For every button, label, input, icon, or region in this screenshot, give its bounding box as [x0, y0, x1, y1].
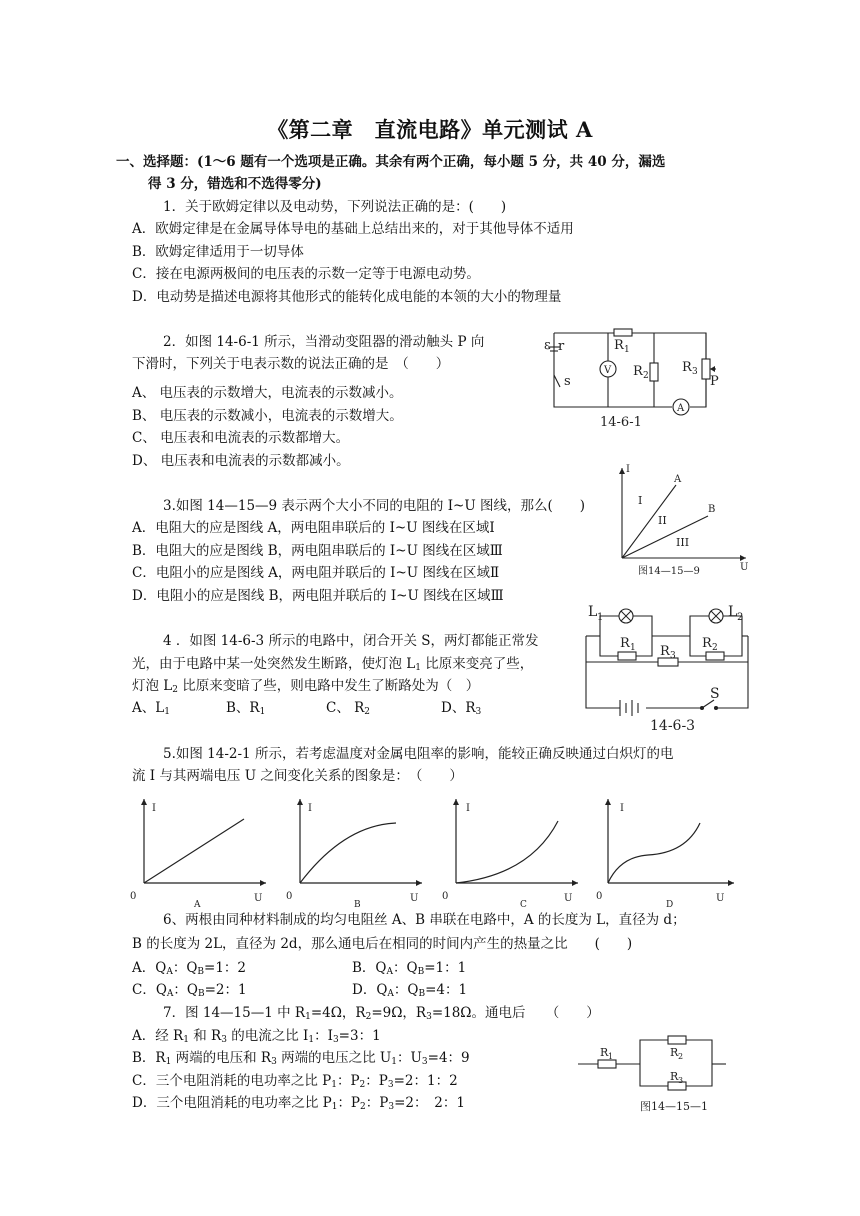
q1-option-a: A．欧姆定律是在金属导体导电的基础上总结出来的，对于其他导体不适用 — [132, 221, 574, 237]
switch-label: s — [564, 374, 571, 389]
iu-graph-14-15-9 — [616, 460, 751, 578]
circuit-figure-14-6-1 — [538, 325, 718, 430]
figure-caption-14-6-1: 14-6-1 — [600, 415, 642, 430]
r2-label: R — [702, 636, 712, 651]
figure-caption-14-6-3: 14-6-3 — [650, 718, 696, 734]
figure-caption-14-15-1: 图14—15—1 — [640, 1100, 708, 1113]
graph-c-i-axis: I — [466, 803, 470, 814]
q3-option-b: B．电阻大的应是图线 B，两电阻串联后的 I~U 图线在区域Ⅲ — [132, 543, 503, 559]
graph-a-u-axis: U — [254, 893, 263, 904]
page-title: 《第二章 直流电路》单元测试 A — [267, 117, 593, 142]
q7-option-c: C．三个电阻消耗的电功率之比 $P_1$：$P_2$：$P_3=2$：1：2 — [132, 1073, 458, 1090]
r3-label: R — [670, 1070, 679, 1083]
q3-option-d: D．电阻小的应是图线 B，两电阻并联后的 I~U 图线在区域Ⅲ — [132, 588, 504, 604]
graph-b-origin: 0 — [286, 891, 293, 902]
region-3-label: III — [676, 536, 690, 549]
r2-sub: 2 — [712, 643, 718, 653]
q6-stem-line1: 6、两根由同种材料制成的均匀电阻丝 A、B 串联在电路中，A 的长度为 L，直径为 d； — [163, 912, 686, 928]
r3-label: R — [660, 644, 670, 659]
graph-a-letter: A — [194, 900, 201, 910]
graph-b-i-axis: I — [308, 803, 312, 814]
graph-a-i-axis: I — [152, 803, 156, 814]
r2-label: R — [633, 364, 643, 379]
r1-sub: 1 — [624, 345, 630, 355]
section-heading-line2: 得 3 分，错选和不选得零分) — [148, 176, 322, 192]
iu-graph-b — [284, 795, 434, 910]
r1-sub: 1 — [630, 643, 636, 653]
q2-stem-line2: 下滑时，下列关于电表示数的说法正确的是 （ ） — [132, 356, 450, 372]
q7-stem: 7．图 14—15—1 中 $R_1=4\Omega$，$R_2=9\Omega$，$R_3=18\Omega$。通电后 （ ） — [163, 1005, 600, 1022]
section-heading-line1: 一、选择题：(1～6 题有一个选项是正确。其余有两个正确，每小题 5 分，共 40 分，漏选 — [116, 154, 666, 170]
voltmeter-icon: V — [604, 365, 612, 376]
q6-stem-line2: B 的长度为 2L，直径为 2d，那么通电后在相同的时间内产生的热量之比 ( ) — [132, 936, 633, 952]
r1-label: R — [614, 338, 624, 353]
q6-option-d: D．$Q_A$：$Q_B=4$：1 — [352, 982, 468, 999]
graph-d-u-axis: U — [716, 893, 725, 904]
l2-sub: 2 — [737, 612, 744, 623]
iu-graph-c — [440, 795, 590, 910]
r1-label: R — [600, 1046, 609, 1059]
graph-b-letter: B — [354, 900, 361, 910]
q6-option-c: C．$Q_A$：$Q_B=2$：1 — [132, 982, 247, 999]
q2-option-b: B、 电压表的示数减小，电流表的示数增大。 — [132, 408, 403, 424]
l1-label: L — [588, 604, 598, 620]
q1-option-b: B．欧姆定律适用于一切导体 — [132, 244, 304, 260]
q4-stem-line3: 灯泡 $L_2$ 比原来变暗了些，则电路中发生了断路处为（ ） — [132, 678, 480, 695]
graph-c-u-axis: U — [564, 893, 573, 904]
r2-sub: 2 — [678, 1052, 684, 1061]
q4-option-b: B、$R_1$ — [226, 700, 266, 717]
axis-i-label: I — [626, 464, 630, 475]
graph-d-i-axis: I — [620, 803, 624, 814]
r3-sub: 3 — [692, 367, 698, 377]
iu-graph-a — [128, 795, 278, 910]
graph-c-origin: 0 — [442, 891, 449, 902]
circuit-figure-14-15-1 — [576, 1030, 736, 1114]
ammeter-icon: A — [677, 403, 685, 414]
graph-c-letter: C — [520, 900, 527, 910]
q5-stem-line2: 流 I 与其两端电压 U 之间变化关系的图象是： （ ） — [132, 768, 463, 784]
q6-option-b: B．$Q_A$：$Q_B=1$：1 — [352, 960, 467, 977]
q3-option-c: C．电阻小的应是图线 A，两电阻并联后的 I~U 图线在区域Ⅱ — [132, 565, 500, 581]
q2-stem-line1: 2．如图 14-6-1 所示，当滑动变阻器的滑动触头 P 向 — [163, 334, 485, 350]
r1-label: R — [620, 636, 630, 651]
q4-stem-line1: 4 ．如图 14-6-3 所示的电路中，闭合开关 S，两灯都能正常发 — [163, 633, 539, 649]
circuit-figure-14-6-3 — [580, 600, 755, 740]
line-b-label: B — [708, 504, 716, 515]
graph-a-origin: 0 — [130, 891, 137, 902]
q7-option-d: D．三个电阻消耗的电功率之比 $P_1$：$P_2$：$P_3=2$： 2：1 — [132, 1095, 465, 1112]
r3-sub: 3 — [678, 1076, 684, 1085]
r-label: r — [558, 339, 565, 354]
slider-p-label: P — [710, 374, 719, 389]
q4-option-c: C、 $R_2$ — [326, 700, 371, 717]
q1-option-c: C．接在电源两极间的电压表的示数一定等于电源电动势。 — [132, 266, 480, 282]
q1-stem: 1．关于欧姆定律以及电动势，下列说法正确的是：( ) — [163, 199, 507, 215]
switch-s-label: S — [710, 686, 720, 702]
r1-sub: 1 — [608, 1052, 614, 1061]
q3-stem: 3.如图 14—15—9 表示两个大小不同的电阻的 I~U 图线，那么( ) — [163, 498, 586, 514]
line-a-label: A — [674, 474, 682, 485]
q5-stem-line1: 5.如图 14-2-1 所示，若考虑温度对金属电阻率的影响，能较正确反映通过白炽灯的电 — [163, 746, 674, 762]
q4-option-a: A、$L_1$ — [132, 700, 170, 717]
q7-option-a: A．经 $R_1$ 和 $R_3$ 的电流之比 $I_1$：$I_3=3$：1 — [132, 1028, 381, 1045]
graph-d-letter: D — [666, 900, 674, 910]
figure-caption-14-15-9: 图14—15—9 — [638, 566, 700, 577]
q7-option-b: B．$R_1$ 两端的电压和 $R_3$ 两端的电压之比 $U_1$：$U_3=4$：9 — [132, 1050, 470, 1067]
l2-label: L — [728, 604, 738, 620]
region-1-label: I — [638, 494, 643, 507]
r3-sub: 3 — [670, 651, 676, 661]
q3-option-a: A．电阻大的应是图线 A，两电阻串联后的 I~U 图线在区域Ⅰ — [132, 520, 495, 536]
l1-sub: 1 — [597, 612, 604, 623]
iu-graph-d — [596, 795, 746, 910]
emf-label: ε — [544, 338, 551, 353]
q2-option-a: A、 电压表的示数增大，电流表的示数减小。 — [132, 385, 403, 401]
graph-b-u-axis: U — [410, 893, 419, 904]
q1-option-d: D．电动势是描述电源将其他形式的能转化成电能的本领的大小的物理量 — [132, 289, 562, 305]
q4-stem-line2: 光，由于电路中某一处突然发生断路，使灯泡 $L_1$ 比原来变亮了些， — [132, 656, 534, 673]
region-2-label: II — [658, 514, 667, 527]
q6-option-a: A．$Q_A$：$Q_B=1$：2 — [132, 960, 247, 977]
r2-sub: 2 — [643, 371, 649, 381]
q4-option-d: D、$R_3$ — [441, 700, 482, 717]
r2-label: R — [670, 1046, 679, 1059]
r3-label: R — [682, 360, 692, 375]
axis-u-label: U — [740, 562, 749, 573]
q2-option-d: D、 电压表和电流表的示数都减小。 — [132, 453, 350, 469]
graph-d-origin: 0 — [596, 891, 603, 902]
q2-option-c: C、 电压表和电流表的示数都增大。 — [132, 430, 350, 446]
